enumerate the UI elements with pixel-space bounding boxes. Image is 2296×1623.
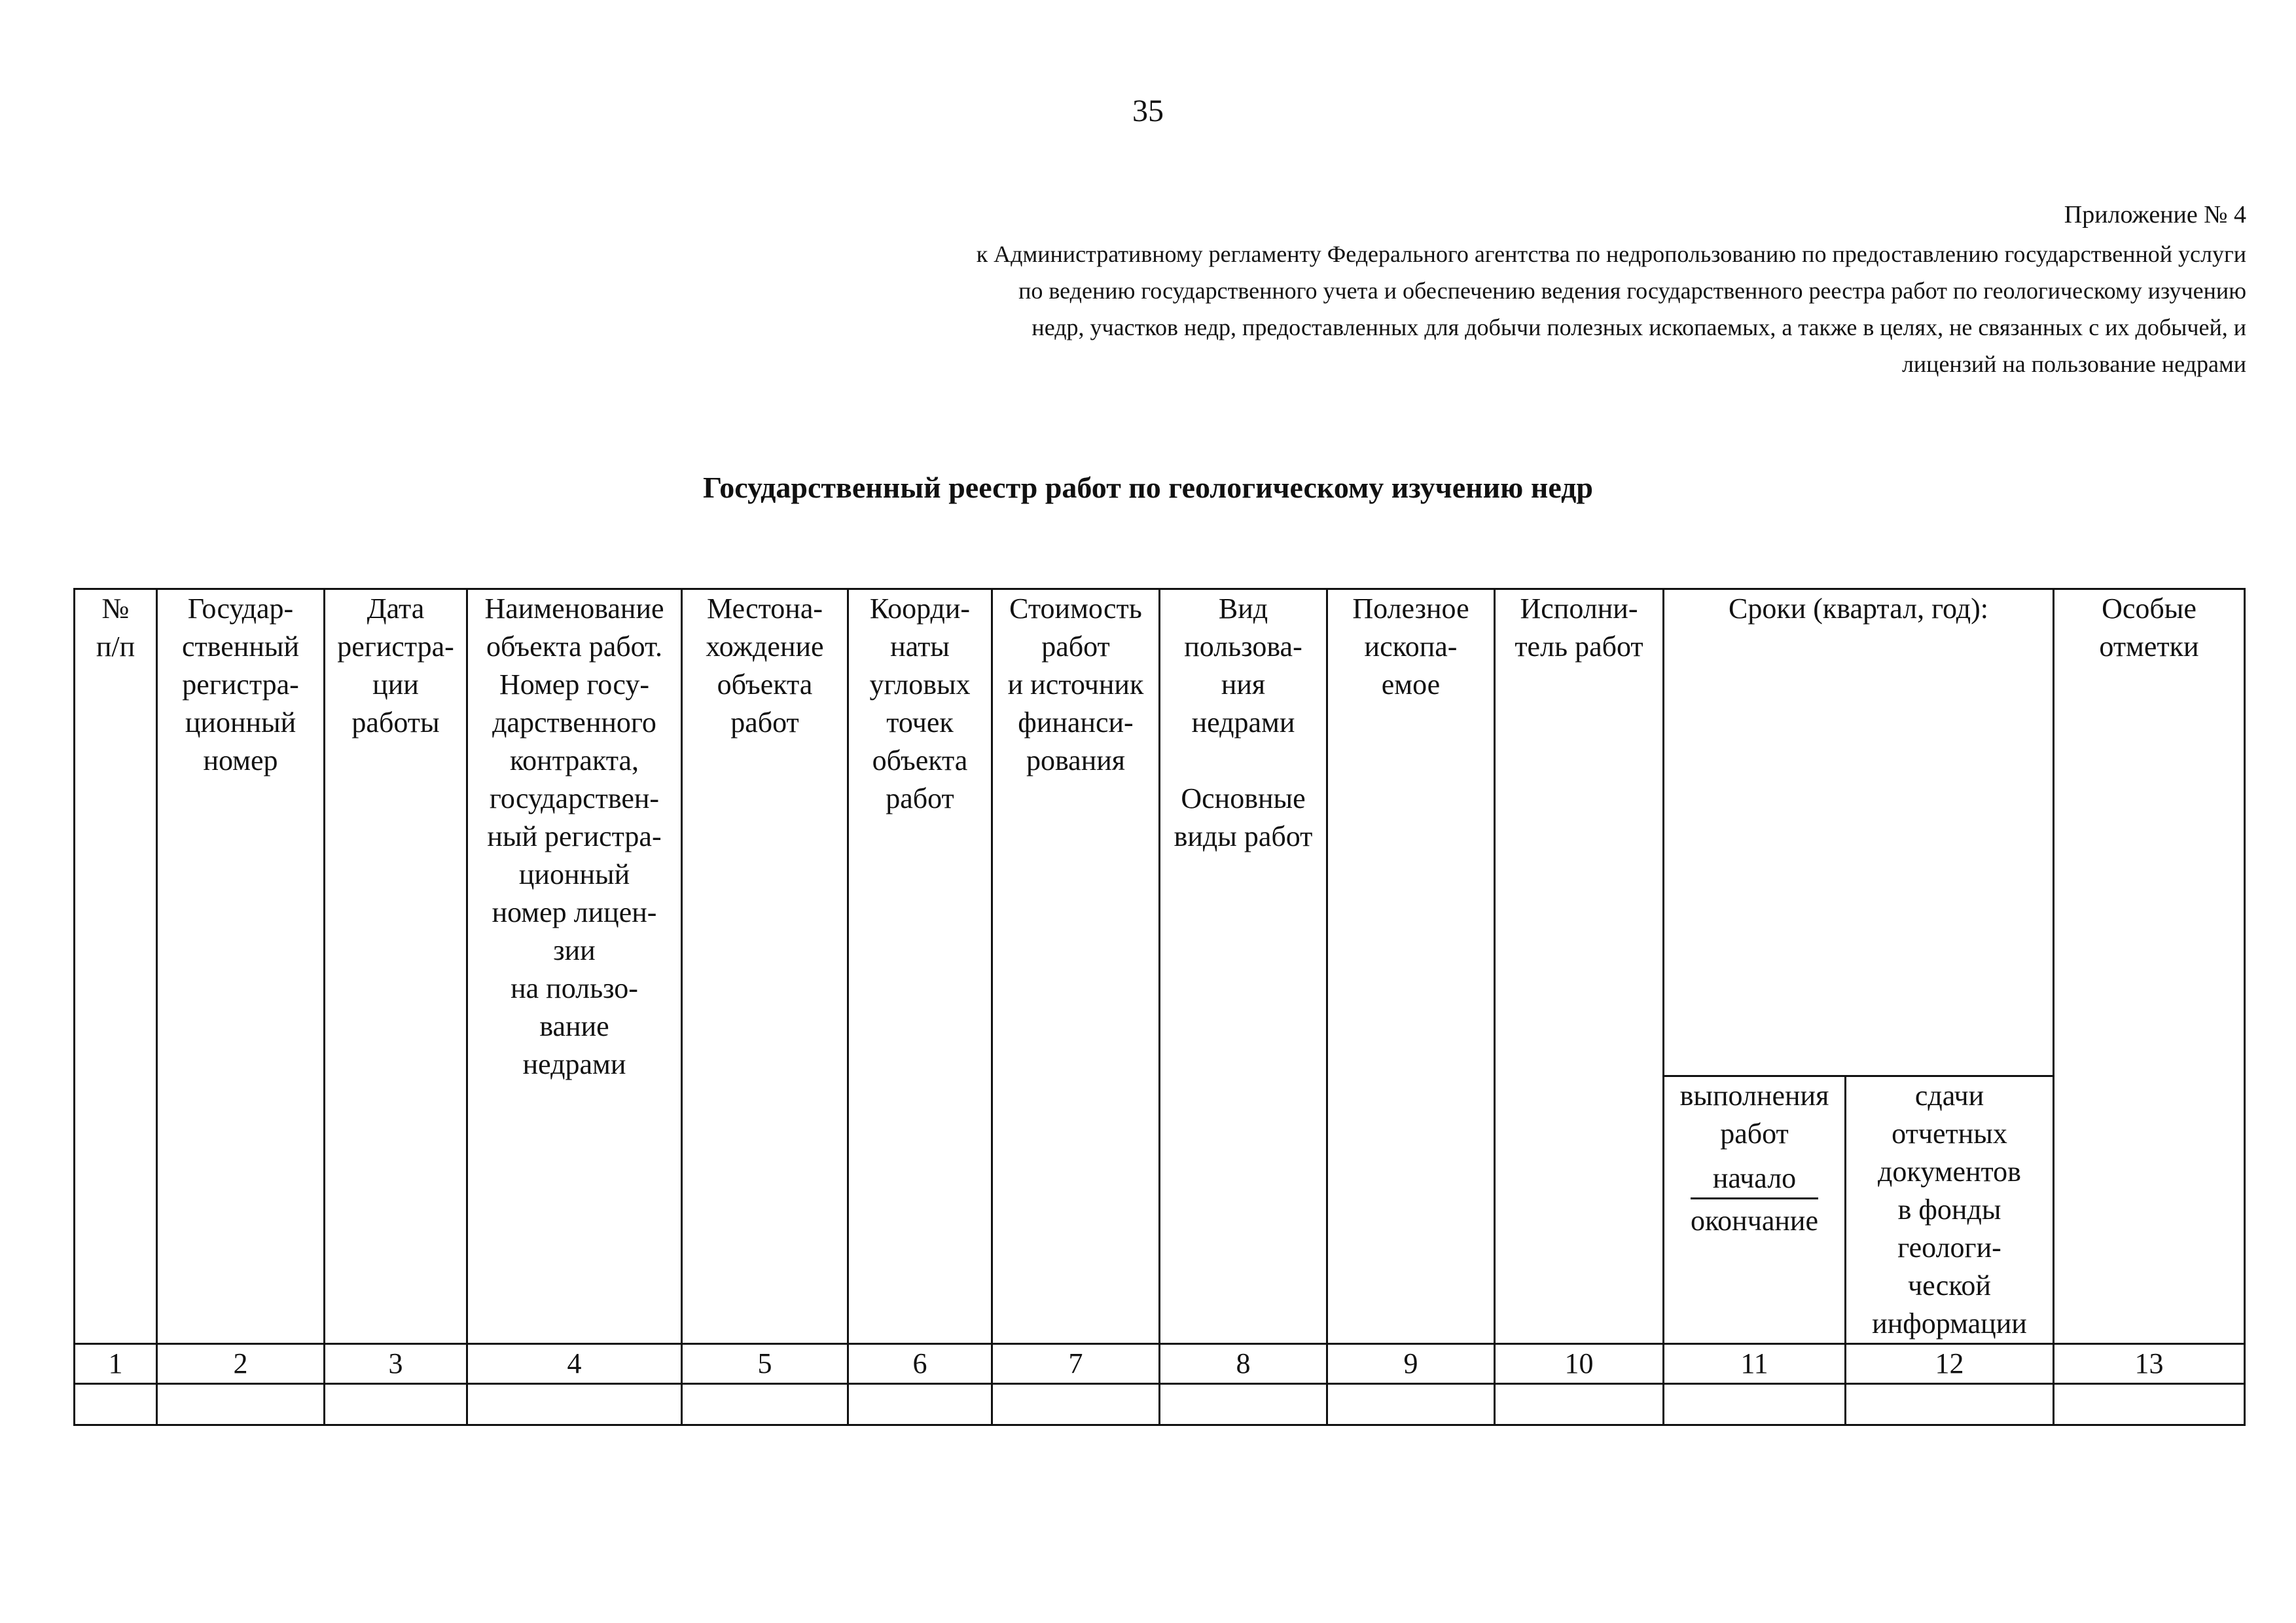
table-cell: [157, 1384, 325, 1425]
appendix-note: [610, 196, 2246, 382]
appendix-line: недр, участков недр, предоставленных для добычи полезных ископаемых, а также в целях, не связанных с их добычей, и: [1031, 314, 2246, 340]
appendix-title: Приложение № 4: [2064, 201, 2246, 228]
column-number: 11: [1664, 1344, 1846, 1384]
column-header: Местона- хождение объекта работ: [682, 589, 848, 1344]
column-number: 10: [1495, 1344, 1664, 1384]
appendix-line: лицензий на пользование недрами: [1901, 351, 2246, 377]
table-cell: [848, 1384, 992, 1425]
table-cell: [467, 1384, 682, 1425]
table-cell: [1495, 1384, 1664, 1425]
column-number: 9: [1327, 1344, 1495, 1384]
column-header: Особые отметки: [2054, 589, 2245, 1344]
column-number: 12: [1846, 1344, 2054, 1384]
column-header: № п/п: [75, 589, 157, 1344]
table-row: [75, 1384, 2245, 1425]
column-number: 2: [157, 1344, 325, 1384]
column-header: Полезное ископа- емое: [1327, 589, 1495, 1344]
column-header: Вид пользова- ния недрами Основные виды работ: [1160, 589, 1327, 1344]
group-header: Сроки (квартал, год):: [1664, 589, 2054, 1076]
column-number: 1: [75, 1344, 157, 1384]
appendix-line: по ведению государственного учета и обеспечению ведения государственного реестра работ по геологическому изучению: [1018, 278, 2246, 304]
column-number: 3: [325, 1344, 467, 1384]
table-cell: [1327, 1384, 1495, 1425]
registry-table: [73, 588, 2246, 1426]
appendix-line: к Административному регламенту Федерального агентства по недропользованию по предоставлению государственной услуги: [976, 241, 2246, 267]
table-cell: [325, 1384, 467, 1425]
column-header: Исполни- тель работ: [1495, 589, 1664, 1344]
table-cell: [1846, 1384, 2054, 1425]
table-cell: [1160, 1384, 1327, 1425]
column-header: Государ- ственный регистра- ционный номер: [157, 589, 325, 1344]
column-number-row: [75, 1344, 2245, 1384]
table-cell: [992, 1384, 1160, 1425]
document-title: Государственный реестр работ по геологическому изучению недр: [703, 471, 1593, 504]
column-header: Стоимость работ и источник финанси- рования: [992, 589, 1160, 1344]
table-cell: [75, 1384, 157, 1425]
column-number: 8: [1160, 1344, 1327, 1384]
column-number: 7: [992, 1344, 1160, 1384]
column-header: Наименование объекта работ. Номер госу- дарственного контракта, государствен- ный регистра- ционный номер лицен- зии на пользо- вание недрами: [467, 589, 682, 1344]
column-header: Коорди- наты угловых точек объекта работ: [848, 589, 992, 1344]
subcolumn-header-execution: выполнения работ $\frac{\text{начало}}{\text{окончание}}$: [1664, 1076, 1846, 1344]
start-end-fraction: $\frac{\text{начало}}{\text{окончание}}$: [1691, 1159, 1818, 1240]
column-header: Дата регистра- ции работы: [325, 589, 467, 1344]
subcolumn-header-reports: сдачи отчетных документов в фонды геологи- ческой информации: [1846, 1076, 2054, 1344]
column-number: 6: [848, 1344, 992, 1384]
header-row: [75, 589, 2245, 1076]
column-number: 13: [2054, 1344, 2245, 1384]
table-cell: [1664, 1384, 1846, 1425]
column-number: 4: [467, 1344, 682, 1384]
column-number: 5: [682, 1344, 848, 1384]
page-number: 35: [1132, 94, 1164, 128]
table-cell: [2054, 1384, 2245, 1425]
table-cell: [682, 1384, 848, 1425]
